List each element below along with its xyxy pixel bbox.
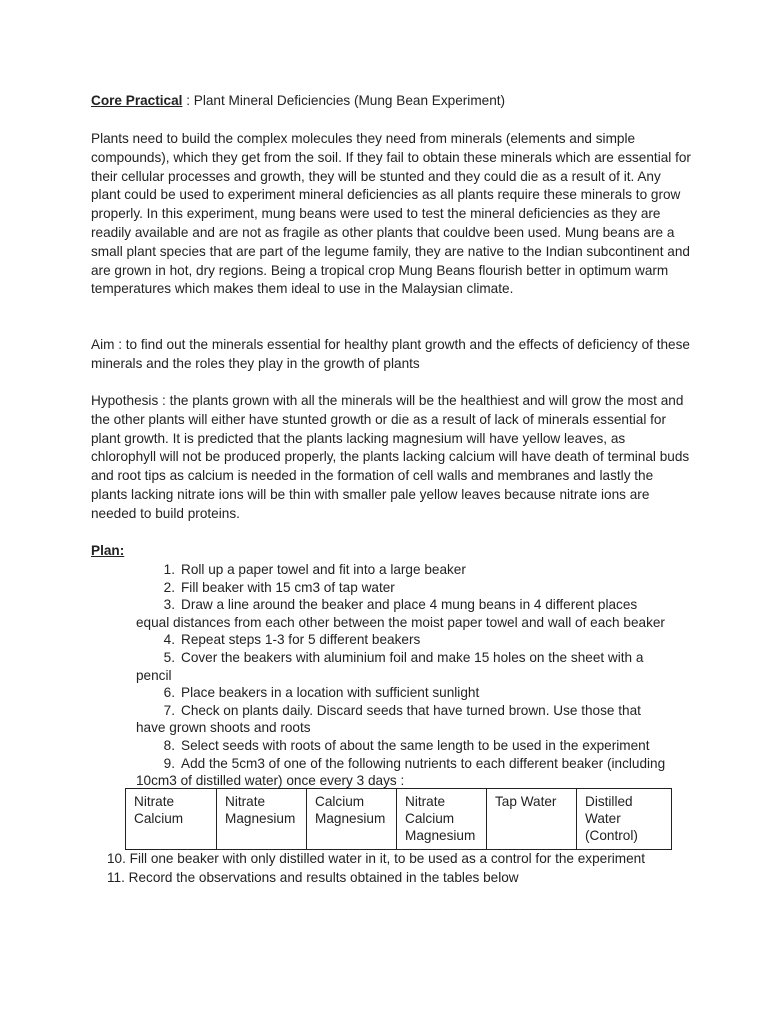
title-separator: : [182, 93, 194, 108]
intro-paragraph: Plants need to build the complex molecules they need from minerals (elements and simple compounds), which they get from the soil. If they fail to obtain these minerals which are essential for their cellular processes and growth, they will be stunted and they could die as a result of it. Any plant could be used to experiment mineral deficiencies as all plants require these minerals to grow properly. In this experiment, mung beans were used to test the mineral deficiencies as they are readily available and are not as fragile as other plants that couldve been used. Mung beans are a small plant species that are part of the legume family, they are native to the Indian subcontinent and are grown in hot, dry regions. Being a tropical crop Mung Beans flourish better in optimum warm temperatures which makes them ideal to use in the Malaysian climate. [91, 131, 691, 297]
hypothesis-paragraph: Hypothesis : the plants grown with all the minerals will be the healthiest and will grow the most and the other plants will either have stunted growth or die as a result of lack of minerals essential for plant growth. It is predicted that the plants lacking magnesium will have yellow leaves, as chlorophyll will not be produced properly, the plants lacking calcium will have death of terminal buds and root tips as calcium is needed in the formation of cell walls and membranes and lastly the plants lacking nitrate ions will be thin with smaller pale yellow leaves because nitrate ions are needed to build proteins. [91, 393, 690, 521]
plan-step: 7. Check on plants daily. Discard seeds that have turned brown. Use those that have grown shoots and roots [136, 702, 641, 736]
aim-paragraph: Aim : to find out the minerals essential for healthy plant growth and the effects of deficiency of these minerals and the roles they play in the growth of plants [91, 337, 690, 371]
plan-step: 4. Repeat steps 1-3 for 5 different beakers [163, 632, 421, 648]
table-cell: Nitrate Calcium Magnesium [397, 789, 487, 850]
plan-steps-list [136, 561, 681, 790]
plan-step: 3. Draw a line around the beaker and place 4 mung beans in 4 different places equal distances from each other between the moist paper towel and wall of each beaker [136, 597, 665, 630]
plan-step: 1. Roll up a paper towel and fit into a large beaker [163, 562, 466, 577]
plan-step-10: 10. Fill one beaker with only distilled water in it, to be used as a control for the experiment [107, 851, 645, 866]
plan-heading: Plan: [91, 543, 125, 558]
nutrients-table [125, 788, 672, 850]
practical-title: Plant Mineral Deficiencies (Mung Bean Experiment) [193, 93, 506, 108]
document-title [91, 92, 505, 110]
plan-step: 8. Select seeds with roots of about the same length to be used in the experiment [163, 737, 650, 753]
table-cell: Tap Water [487, 789, 577, 850]
plan-step-11: 11. Record the observations and results obtained in the tables below [107, 870, 519, 885]
table-cell: Nitrate Calcium [126, 789, 217, 850]
table-cell: Calcium Magnesium [307, 789, 397, 850]
plan-step: 9. Add the 5cm3 of one of the following nutrients to each different beaker (including 10cm3 of distilled water) once every 3 days : [136, 755, 666, 789]
table-cell: Nitrate Magnesium [217, 789, 307, 850]
table-cell: Distilled Water (Control) [577, 789, 672, 850]
plan-step: 5. Cover the beakers with aluminium foil and make 15 holes on the sheet with a pencil [136, 649, 644, 683]
core-practical-label: Core Practical [91, 93, 183, 108]
plan-step: 2. Fill beaker with 15 cm3 of tap water [163, 579, 395, 595]
table-row [126, 789, 672, 850]
plan-step: 6. Place beakers in a location with sufficient sunlight [163, 685, 480, 701]
